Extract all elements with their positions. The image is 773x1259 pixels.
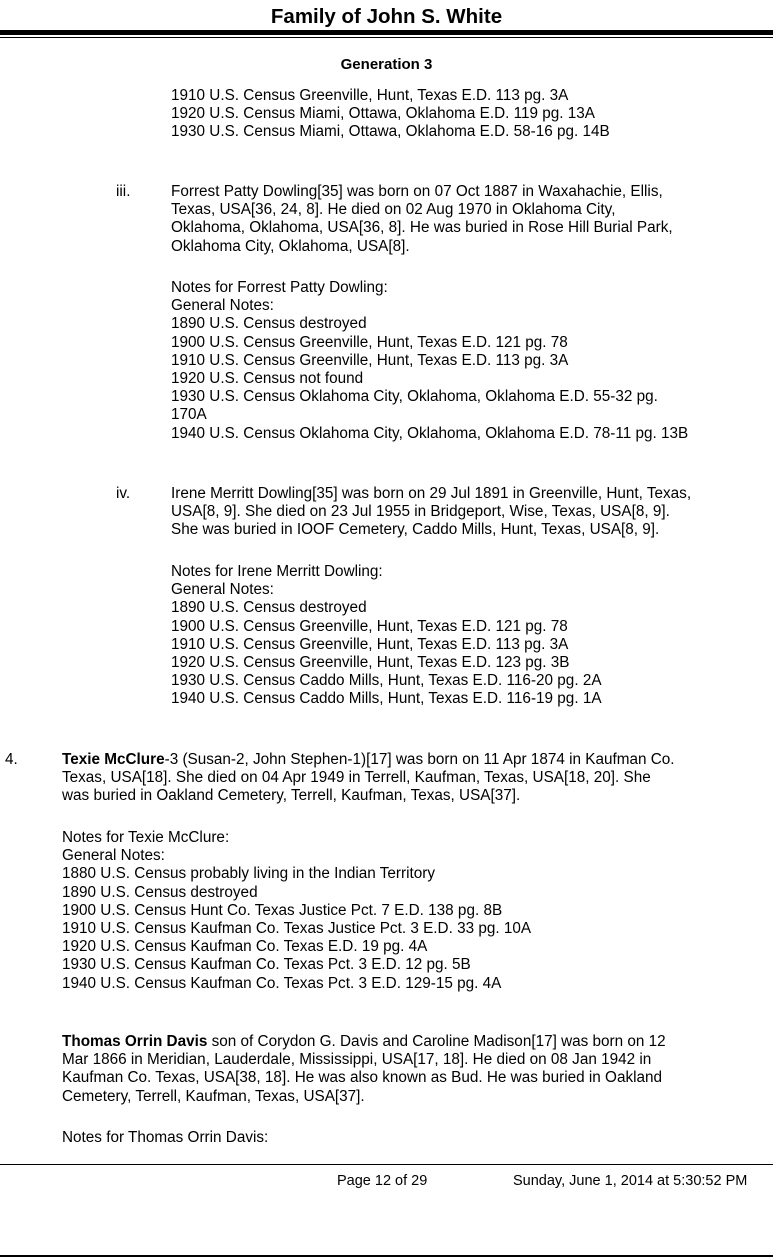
notes-heading: Notes for Forrest Patty Dowling: <box>171 279 388 296</box>
child-notes <box>171 279 771 443</box>
bio-line: She was buried in IOOF Cemetery, Caddo Mills, Hunt, Texas, USA[8, 9]. <box>171 521 660 539</box>
person-name: Texie McClure <box>62 751 165 768</box>
child-numeral: iii. <box>116 183 131 200</box>
footer-rule <box>0 1164 773 1165</box>
notes-line: 1940 U.S. Census Oklahoma City, Oklahoma, Oklahoma E.D. 78-11 pg. 13B <box>171 424 689 442</box>
header-rule-thin <box>0 37 773 38</box>
census-line: 1930 U.S. Census Miami, Ottawa, Oklahoma E.D. 58-16 pg. 14B <box>171 123 610 141</box>
notes-line: 1920 U.S. Census Kaufman Co. Texas E.D. 19 pg. 4A <box>62 938 428 956</box>
notes-line: 1910 U.S. Census Greenville, Hunt, Texas E.D. 113 pg. 3A <box>171 635 569 653</box>
bio-line: Cemetery, Terrell, Kaufman, Texas, USA[37]. <box>62 1087 365 1105</box>
notes-line: 1930 U.S. Census Kaufman Co. Texas Pct. 3 E.D. 12 pg. 5B <box>62 956 471 974</box>
continued-census-list <box>171 87 771 142</box>
person-notes <box>62 829 773 993</box>
notes-subheading: General Notes: <box>171 581 274 599</box>
census-line: 1920 U.S. Census Miami, Ottawa, Oklahoma E.D. 119 pg. 13A <box>171 105 595 123</box>
bio-line: Oklahoma City, Oklahoma, USA[8]. <box>171 237 410 255</box>
document-title: Family of John S. White <box>270 5 503 28</box>
notes-line: 1900 U.S. Census Hunt Co. Texas Justice Pct. 7 E.D. 138 pg. 8B <box>62 901 503 919</box>
child-notes <box>171 563 771 709</box>
notes-line: 1890 U.S. Census destroyed <box>171 315 367 333</box>
bio-line <box>62 751 773 769</box>
notes-line: 1930 U.S. Census Oklahoma City, Oklahoma, Oklahoma E.D. 55-32 pg. <box>171 388 658 406</box>
bio-line: Forrest Patty Dowling[35] was born on 07 Oct 1887 in Waxahachie, Ellis, <box>171 183 663 200</box>
spouse-notes <box>62 1129 773 1147</box>
bio-line: Irene Merritt Dowling[35] was born on 29 Jul 1891 in Greenville, Hunt, Texas, <box>171 485 692 502</box>
child-numeral: iv. <box>116 485 131 502</box>
census-line: 1910 U.S. Census Greenville, Hunt, Texas E.D. 113 pg. 3A <box>171 87 569 104</box>
header-rule-thick <box>0 30 773 35</box>
person-bio <box>62 751 773 806</box>
page-number: Page 12 of 29 <box>337 1173 428 1189</box>
bio-line: Mar 1866 in Meridian, Lauderdale, Mississippi, USA[17, 18]. He died on 08 Jan 1942 in <box>62 1051 652 1069</box>
notes-line: 1940 U.S. Census Kaufman Co. Texas Pct. 3 E.D. 129-15 pg. 4A <box>62 974 502 992</box>
notes-heading: Notes for Thomas Orrin Davis: <box>62 1129 269 1146</box>
notes-line: 1920 U.S. Census not found <box>171 370 364 388</box>
notes-subheading: General Notes: <box>171 297 274 315</box>
notes-line: 1900 U.S. Census Greenville, Hunt, Texas E.D. 121 pg. 78 <box>171 333 568 351</box>
notes-heading: Notes for Texie McClure: <box>62 829 230 846</box>
bio-line: USA[8, 9]. She died on 23 Jul 1955 in Bridgeport, Wise, Texas, USA[8, 9]. <box>171 503 670 521</box>
notes-heading: Notes for Irene Merritt Dowling: <box>171 563 383 580</box>
bottom-rule <box>0 1255 773 1257</box>
bio-text: son of Corydon G. Davis and Caroline Madison[17] was born on 12 <box>207 1033 666 1050</box>
notes-line: 1910 U.S. Census Greenville, Hunt, Texas E.D. 113 pg. 3A <box>171 351 569 369</box>
notes-line: 1900 U.S. Census Greenville, Hunt, Texas E.D. 121 pg. 78 <box>171 617 568 635</box>
notes-subheading: General Notes: <box>62 847 165 865</box>
notes-line: 1930 U.S. Census Caddo Mills, Hunt, Texas E.D. 116-20 pg. 2A <box>171 672 602 690</box>
notes-line: 1880 U.S. Census probably living in the Indian Territory <box>62 865 435 883</box>
person-number: 4. <box>5 751 18 768</box>
notes-line: 1920 U.S. Census Greenville, Hunt, Texas E.D. 123 pg. 3B <box>171 654 570 672</box>
notes-line: 1910 U.S. Census Kaufman Co. Texas Justice Pct. 3 E.D. 33 pg. 10A <box>62 920 532 938</box>
notes-line: 1940 U.S. Census Caddo Mills, Hunt, Texas E.D. 116-19 pg. 1A <box>171 690 602 708</box>
child-bio <box>171 485 771 540</box>
bio-line: Kaufman Co. Texas, USA[38, 18]. He was also known as Bud. He was buried in Oakland <box>62 1069 663 1087</box>
notes-line: 1890 U.S. Census destroyed <box>171 599 367 617</box>
child-bio <box>171 183 771 256</box>
bio-line: Oklahoma, Oklahoma, USA[36, 8]. He was buried in Rose Hill Burial Park, <box>171 219 673 237</box>
notes-line: 170A <box>171 406 207 424</box>
generation-heading: Generation 3 <box>340 56 433 73</box>
bio-line: was buried in Oakland Cemetery, Terrell, Kaufman, Texas, USA[37]. <box>62 787 521 805</box>
notes-line: 1890 U.S. Census destroyed <box>62 883 258 901</box>
bio-line: Texas, USA[18]. She died on 04 Apr 1949 in Terrell, Kaufman, Texas, USA[18, 20]. She <box>62 769 651 787</box>
bio-line: Texas, USA[36, 24, 8]. He died on 02 Aug 1970 in Oklahoma City, <box>171 201 616 219</box>
spouse-name: Thomas Orrin Davis <box>62 1033 208 1050</box>
bio-line <box>62 1033 773 1051</box>
spouse-bio <box>62 1033 773 1106</box>
bio-text: -3 (Susan-2, John Stephen-1)[17] was born on 11 Apr 1874 in Kaufman Co. <box>164 751 675 768</box>
print-date: Sunday, June 1, 2014 at 5:30:52 PM <box>513 1173 748 1189</box>
